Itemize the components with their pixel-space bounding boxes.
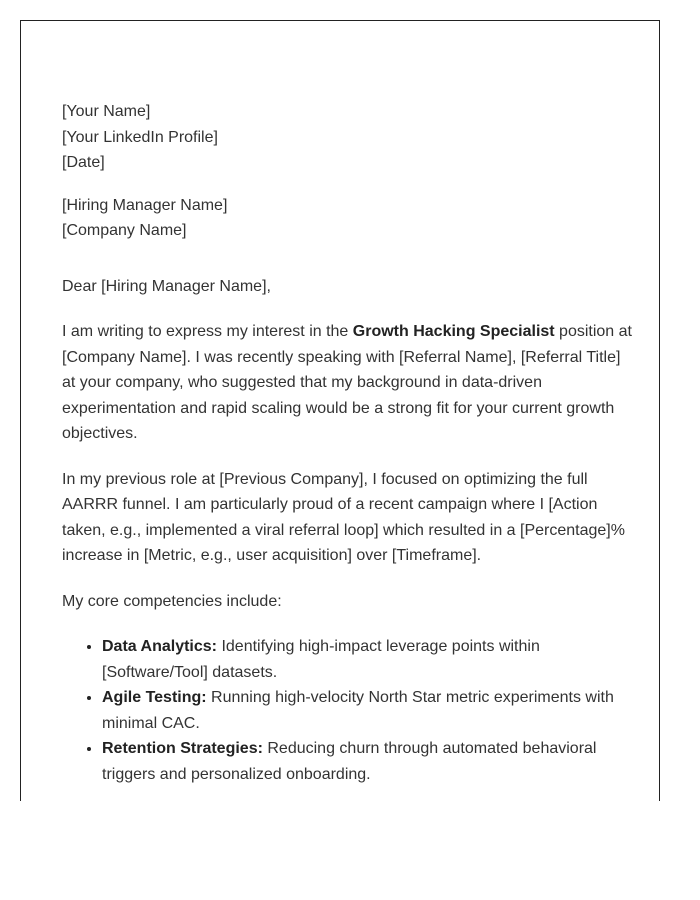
competency-item <box>102 634 632 685</box>
sender-name: [Your Name] <box>62 103 151 120</box>
competency-item <box>102 685 632 736</box>
competency-text: Identifying high-impact leverage points within [Software/Tool] datasets. <box>102 638 540 681</box>
competency-text: Running high-velocity North Star metric experiments with minimal CAC. <box>102 689 614 732</box>
competency-title: Agile Testing: <box>102 689 207 706</box>
recipient-manager: [Hiring Manager Name] <box>62 196 228 214</box>
recipient-block <box>62 193 632 244</box>
paragraph-intro-before: I am writing to express my interest in the <box>62 323 353 340</box>
competency-item <box>102 736 632 787</box>
salutation: Dear [Hiring Manager Name], <box>62 277 271 295</box>
competencies-intro: My core competencies include: <box>62 592 282 610</box>
competency-text: Reducing churn through automated behavioral triggers and personalized onboarding. <box>102 740 597 783</box>
sender-linkedin: [Your LinkedIn Profile] <box>62 128 218 146</box>
competency-title: Retention Strategies: <box>102 740 263 757</box>
role-title: Growth Hacking Specialist <box>352 323 555 340</box>
letter-page <box>20 20 660 801</box>
paragraph-intro-after: position at [Company Name]. I was recently speaking with [Referral Name], [Referral Title] at your company, who suggested that my background in data-driven experimentation and rapid scaling would be a strong fit for your current growth objectives. <box>62 323 632 442</box>
letter-content <box>62 99 632 787</box>
sender-block <box>62 99 632 176</box>
competency-title: Data Analytics: <box>102 638 217 655</box>
recipient-company: [Company Name] <box>62 222 187 239</box>
paragraph-intro <box>62 319 632 447</box>
competencies-list <box>62 634 632 787</box>
letter-date: [Date] <box>62 154 105 171</box>
paragraph-experience: In my previous role at [Previous Company], I focused on optimizing the full AARRR funnel. I am particularly proud of a recent campaign where I [Action taken, e.g., implemented a viral referral loop] which resulted in a [Percentage]% increase in [Metric, e.g., user acquisition] over [Timeframe]. <box>62 470 625 564</box>
